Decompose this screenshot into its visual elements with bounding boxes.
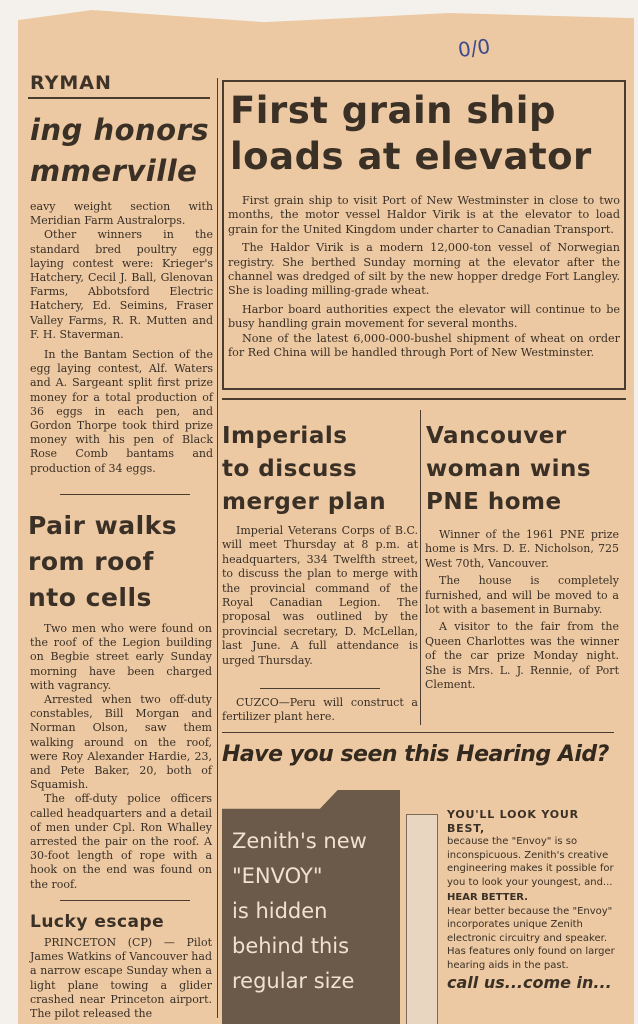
headline-line: merger plan xyxy=(222,489,387,515)
ad-call-to-action: call us...come in... xyxy=(447,973,612,992)
headline-line: loads at elevator xyxy=(230,135,592,178)
headline-line: woman wins xyxy=(426,456,592,482)
story-grain xyxy=(228,194,620,360)
paragraph: CUZCO—Peru will construct a fertilizer plant here. xyxy=(222,696,418,724)
paragraph: In the Bantam Section of the egg laying contest, Alf. Waters and A. Sargeant split first prize money for a total production of 36 eggs in each pen, and Gordon Thorpe took third prize money with his pen of Black Rose Comb bantams and production of 34 eggs. xyxy=(30,348,213,475)
section-label: RYMAN xyxy=(30,72,112,94)
headline-line: PNE home xyxy=(426,489,562,515)
ad-image-text xyxy=(232,824,392,999)
headline-line: to discuss xyxy=(222,456,358,482)
paragraph: Arrested when two off-duty constables, Bill Morgan and Norman Olson, saw them walking around on the roof, were Roy Alexander Hardie, 23, and Pete Baker, 20, both of Squamish. xyxy=(30,693,212,792)
ad-look-text: because the "Envoy" is so inconspicuous. Zenith's creative engineering makes it possible for you to look your youngest, and... xyxy=(447,836,614,888)
headline-line: mmerville xyxy=(30,154,198,188)
paragraph: The house is completely furnished, and will be moved to a lot with a basement in Burnaby. xyxy=(425,574,619,617)
ad-image-line: regular size xyxy=(232,969,355,993)
ad-hear-title: HEAR BETTER. xyxy=(447,892,528,903)
headline-line: ing honors xyxy=(30,113,210,147)
ad-image-line: "ENVOY" xyxy=(232,864,323,888)
headline-lucky-escape: Lucky escape xyxy=(30,912,165,932)
story-poultry xyxy=(30,200,213,476)
ad-look-title: YOU'LL LOOK YOUR BEST, xyxy=(447,808,579,835)
paragraph: A visitor to the fair from the Queen Charlottes was the winner of the car prize Monday night. She is Mrs. L. J. Rennie, of Port Clement. xyxy=(425,620,619,692)
story-vancouver xyxy=(425,528,619,692)
story-lucky-escape xyxy=(30,936,212,1021)
headline-grain xyxy=(230,88,592,180)
headline-line: First grain ship xyxy=(230,89,556,132)
paragraph: Two men who were found on the roof of the Legion building on Begbie street early Sunday morning have been charged with vagrancy. xyxy=(30,622,212,692)
headline-poultry xyxy=(30,110,216,192)
column-rule xyxy=(260,688,380,689)
headline-vancouver xyxy=(426,420,622,519)
paragraph: PRINCETON (CP) — Pilot James Watkins of Vancouver had a narrow escape Sunday when a light plane towing a glider crashed near Princeton airport. The pilot released the xyxy=(30,936,212,1021)
paragraph: The off-duty police officers called headquarters and a detail of men under Cpl. Ron Whalley arrested the pair on the roof. A 30-foot length of rope with a hook on the end was found on the roof. xyxy=(30,792,212,891)
vertical-rule xyxy=(420,410,421,725)
headline-line: Vancouver xyxy=(426,423,567,449)
paragraph: None of the latest 6,000-000-bushel shipment of wheat on order for Red China will be handled through Port of New Westminster. xyxy=(228,331,620,360)
headline-imperials xyxy=(222,420,418,519)
paragraph: Harbor board authorities expect the elevator will continue to be busy handling grain movement for several months. xyxy=(228,302,620,331)
cigarette-illustration xyxy=(406,814,438,1024)
section-rule xyxy=(28,97,210,99)
headline-line: nto cells xyxy=(28,583,152,612)
column-rule xyxy=(60,900,190,901)
ad-image-line: behind this xyxy=(232,934,350,958)
paragraph: Other winners in the standard bred poultry egg laying contest were: Krieger's Hatchery, Cecil J. Ball, Glenovan Farms, Abbotsford Electric Hatchery, Ed. Seimins, Fraser Valley Farms, R. R. Mutten and F. H. Staverman. xyxy=(30,228,213,341)
paragraph: First grain ship to visit Port of New Westminster in close to two months, the motor vessel Haldor Virik is at the elevator to load grain for the United Kingdom under charter to Canadian Transport. xyxy=(228,194,620,236)
headline-line: Imperials xyxy=(222,423,348,449)
brief-cuzco xyxy=(222,696,418,725)
headline-line: Pair walks xyxy=(28,511,178,540)
ad-image-line: is hidden xyxy=(232,899,328,923)
paragraph: Imperial Veterans Corps of B.C. will meet Thursday at 8 p.m. at headquarters, 334 Twelfth street, to discuss the plan to merge with the provincial command of the Royal Canadian Legion. The proposal was outlined by the provincial secretary, D. McLellan, last June. A full attendance is urged Thursday. xyxy=(222,524,418,667)
paragraph: eavy weight section with Meridian Farm Australorps. xyxy=(30,200,213,228)
headline-roof xyxy=(28,508,214,616)
grain-story-box xyxy=(222,80,626,390)
story-roof xyxy=(30,622,212,892)
ad-hear-text: Hear better because the "Envoy" incorporates unique Zenith electronic circuitry and speaker. Has features only found on larger hearing aids in the past. xyxy=(447,905,615,971)
box-rule xyxy=(222,398,626,400)
handwritten-annotation: 0/0 xyxy=(456,33,492,63)
ad-image-line: Zenith's new xyxy=(232,829,367,853)
ad-headline: Have you seen this Hearing Aid? xyxy=(222,742,609,767)
vertical-rule xyxy=(217,78,218,1018)
ad-top-rule xyxy=(222,732,614,733)
headline-line: rom roof xyxy=(28,547,154,576)
paragraph: Winner of the 1961 PNE prize home is Mrs. D. E. Nicholson, 725 West 70th, Vancouver. xyxy=(425,528,619,570)
ad-copy xyxy=(447,808,619,990)
story-imperials xyxy=(222,524,418,668)
column-rule xyxy=(60,494,190,495)
paragraph: The Haldor Virik is a modern 12,000-ton vessel of Norwegian registry. She berthed Sunday morning at the elevator after the channel was dredged of silt by the new hopper dredge Fort Langley. She is loading milling-grade wheat. xyxy=(228,241,620,298)
